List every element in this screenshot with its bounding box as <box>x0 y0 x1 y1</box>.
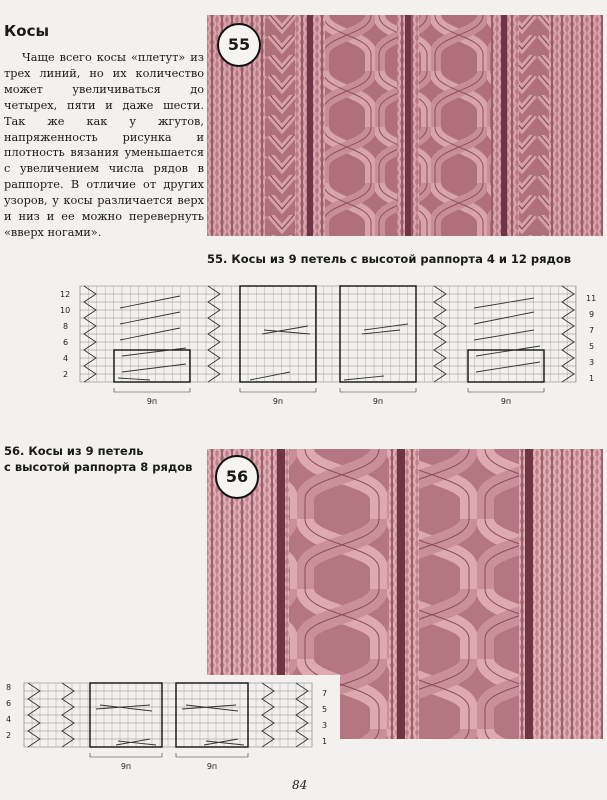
row-label: 3 <box>589 358 595 367</box>
pattern-56-caption-line1: 56. Косы из 9 петель <box>4 444 144 458</box>
row-label: 9 <box>589 310 595 319</box>
chart-55 <box>0 280 607 410</box>
row-label: 4 <box>63 354 69 363</box>
chart-56-repeat-brackets <box>90 753 248 757</box>
row-label: 1 <box>589 374 595 383</box>
row-label: 11 <box>586 294 597 303</box>
pattern-55-caption: 55. Косы из 9 петель с высотой раппорта 4 и 12 рядов <box>207 252 571 266</box>
row-label: 10 <box>60 306 71 315</box>
row-label: 7 <box>589 326 595 335</box>
chart-56 <box>0 675 340 775</box>
row-label: 6 <box>6 699 12 708</box>
row-label: 2 <box>6 731 12 740</box>
repeat-label: 9п <box>272 397 284 406</box>
row-label: 5 <box>322 705 328 714</box>
repeat-label: 9п <box>206 762 218 771</box>
intro-paragraph: Чаще всего косы «плетут» из трех линий, но их количество может увеличиваться до четырех, пяти и даже шести. Так же как у жгутов, напряженность рисунка и плотность вязания уменьшается с увеличением числа рядов в раппорте. В отличие от других узоров, у косы различается верх и низ и ее можно перевернуть «вверх ногами». <box>4 51 204 239</box>
row-label: 1 <box>322 737 328 746</box>
pattern-56-number: 56 <box>215 455 259 499</box>
row-label: 7 <box>322 689 328 698</box>
photo-55 <box>207 15 603 236</box>
chart-55-left-labels <box>60 290 70 379</box>
row-label: 5 <box>589 342 595 351</box>
page-number: 84 <box>292 778 308 792</box>
row-label: 6 <box>63 338 69 347</box>
row-label: 4 <box>6 715 12 724</box>
row-label: 8 <box>63 322 69 331</box>
pattern-55-number: 55 <box>217 23 261 67</box>
chart-55-right-labels <box>586 294 596 383</box>
knit-texture-55 <box>207 15 603 236</box>
row-label: 3 <box>322 721 328 730</box>
chart-55-repeat-brackets <box>114 388 544 392</box>
pattern-56-caption-line2: с высотой раппорта 8 рядов <box>4 460 193 474</box>
row-label: 8 <box>6 683 12 692</box>
repeat-label: 9п <box>120 762 132 771</box>
repeat-label: 9п <box>500 397 512 406</box>
repeat-label: 9п <box>372 397 384 406</box>
section-heading: Косы <box>4 22 50 40</box>
row-label: 2 <box>63 370 69 379</box>
pattern-56-caption <box>4 443 192 475</box>
repeat-label: 9п <box>146 397 158 406</box>
row-label: 12 <box>60 290 71 299</box>
